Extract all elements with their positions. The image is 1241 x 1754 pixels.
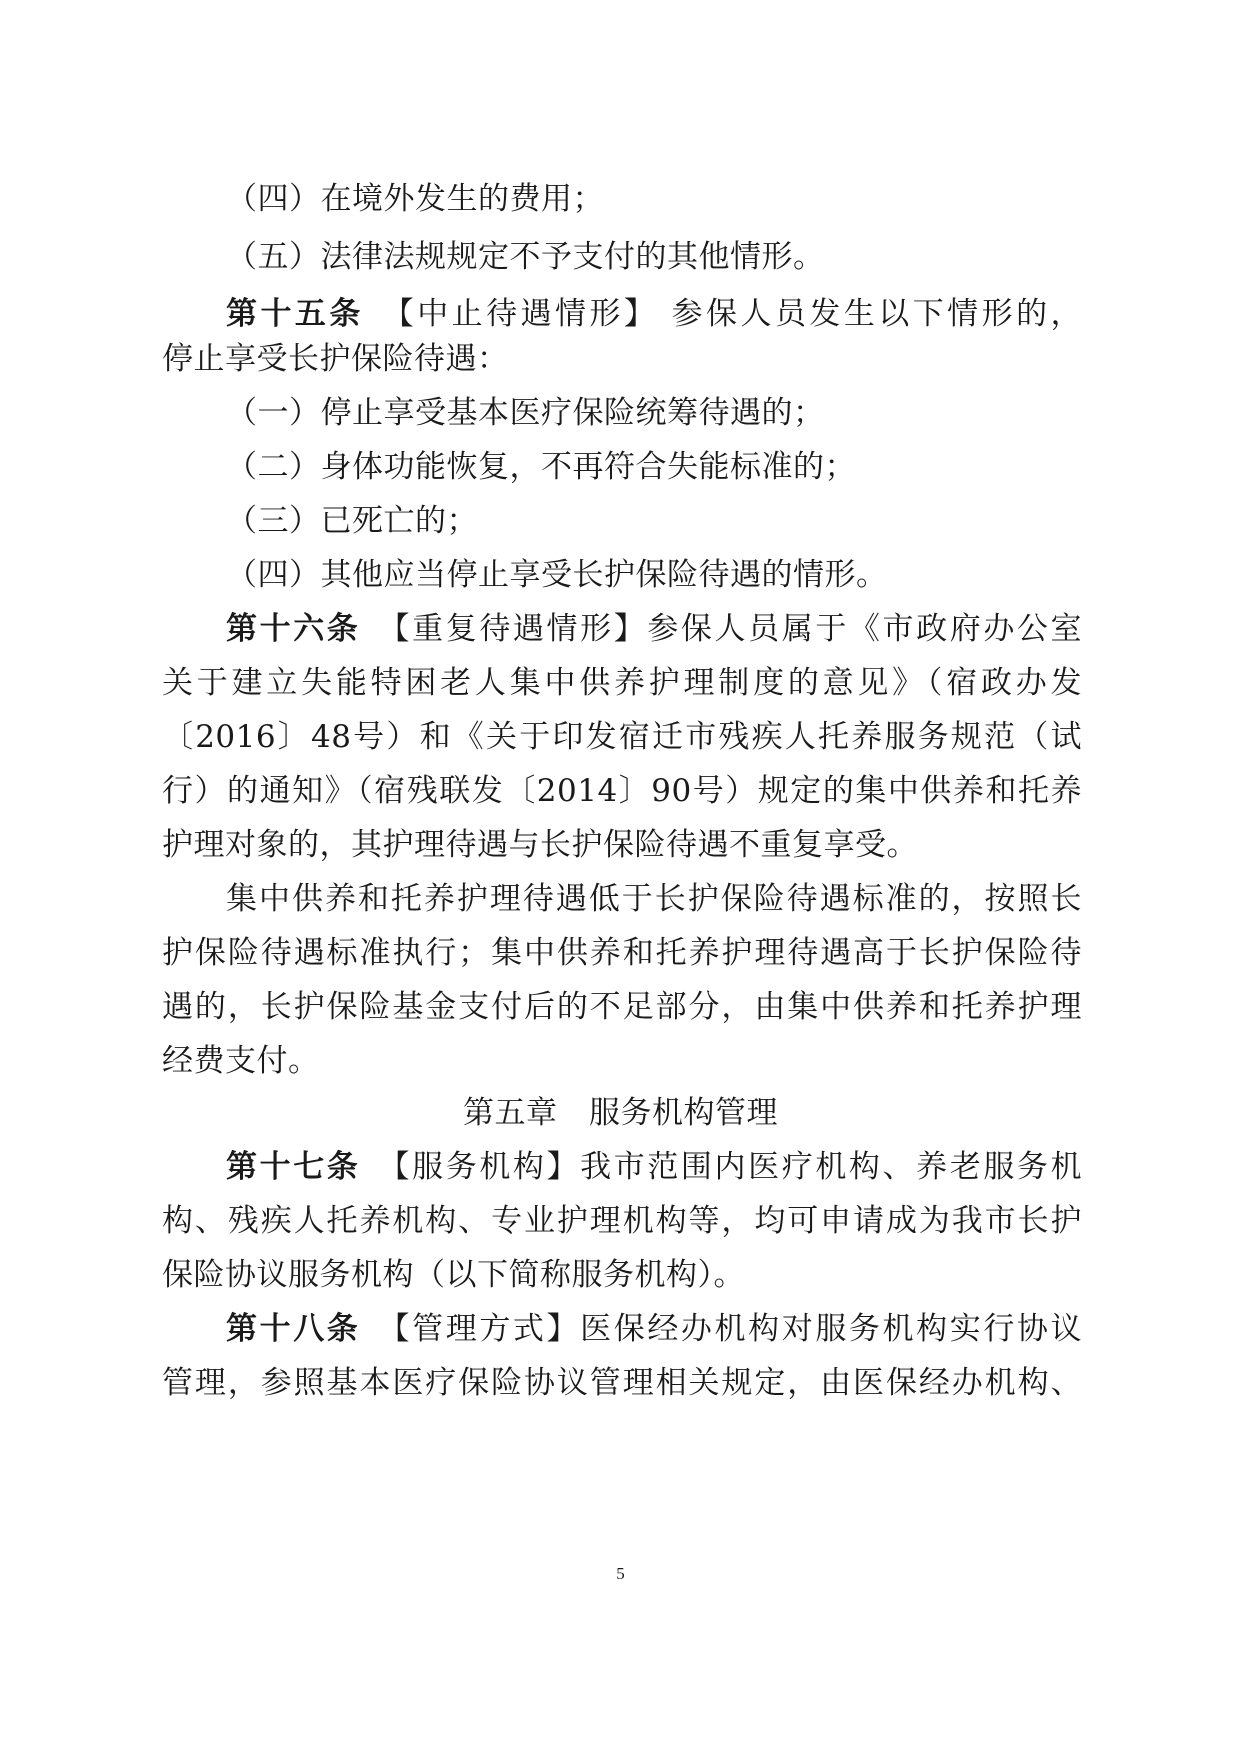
paragraph-line: （三）已死亡的；	[226, 503, 478, 539]
paragraph-line: 停止享受长护保险待遇：	[162, 341, 509, 377]
paragraph-line: （四）在境外发生的费用；	[226, 181, 604, 217]
paragraph-line: （四）其他应当停止享受长护保险待遇的情形。	[226, 557, 888, 593]
paragraph-line: （二）身体功能恢复，不再符合失能标准的；	[226, 449, 856, 485]
article-15-heading: 第十五条	[226, 296, 364, 332]
paragraph-line: 行）的通知》（宿残联发〔2014〕90号）规定的集中供养和托养	[162, 773, 1082, 809]
article-15-line: 第十五条 【中止待遇情形】 参保人员发生以下情形的，	[226, 296, 1083, 332]
paragraph-line: 构、残疾人托养机构、专业护理机构等，均可申请成为我市长护	[162, 1203, 1082, 1239]
article-17-heading: 第十七条	[226, 1149, 361, 1185]
article-16-heading: 第十六条	[226, 611, 361, 647]
paragraph-line: （五）法律法规规定不予支付的其他情形。	[226, 239, 825, 275]
article-17-line: 第十七条 【服务机构】我市范围内医疗机构、养老服务机	[226, 1149, 1083, 1185]
article-16-line: 第十六条 【重复待遇情形】参保人员属于《市政府办公室	[226, 611, 1083, 647]
paragraph-line: 〔2016〕48号）和《关于印发宿迁市残疾人托养服务规范（试	[162, 719, 1082, 755]
paragraph-line: 保险协议服务机构（以下简称服务机构）。	[162, 1257, 745, 1293]
paragraph-line: 护理对象的，其护理待遇与长护保险待遇不重复享受。	[162, 827, 918, 863]
paragraph-line: （一）停止享受基本医疗保险统筹待遇的；	[226, 395, 825, 431]
paragraph-line: 管理，参照基本医疗保险协议管理相关规定，由医保经办机构、	[162, 1365, 1082, 1401]
chapter-heading: 第五章 服务机构管理	[463, 1095, 778, 1131]
paragraph-line: 护保险待遇标准执行；集中供养和托养护理待遇高于长护保险待	[162, 935, 1082, 971]
article-18-heading: 第十八条	[226, 1311, 361, 1347]
paragraph-line: 经费支付。	[162, 1043, 320, 1079]
paragraph-line: 关于建立失能特困老人集中供养护理制度的意见》（宿政办发	[162, 665, 1082, 701]
article-18-line: 第十八条 【管理方式】医保经办机构对服务机构实行协议	[226, 1311, 1083, 1347]
paragraph-line: 遇的，长护保险基金支付后的不足部分，由集中供养和托养护理	[162, 989, 1082, 1025]
page-number: 5	[616, 1564, 625, 1583]
paragraph-line: 集中供养和托养护理待遇低于长护保险待遇标准的，按照长	[226, 881, 1082, 917]
